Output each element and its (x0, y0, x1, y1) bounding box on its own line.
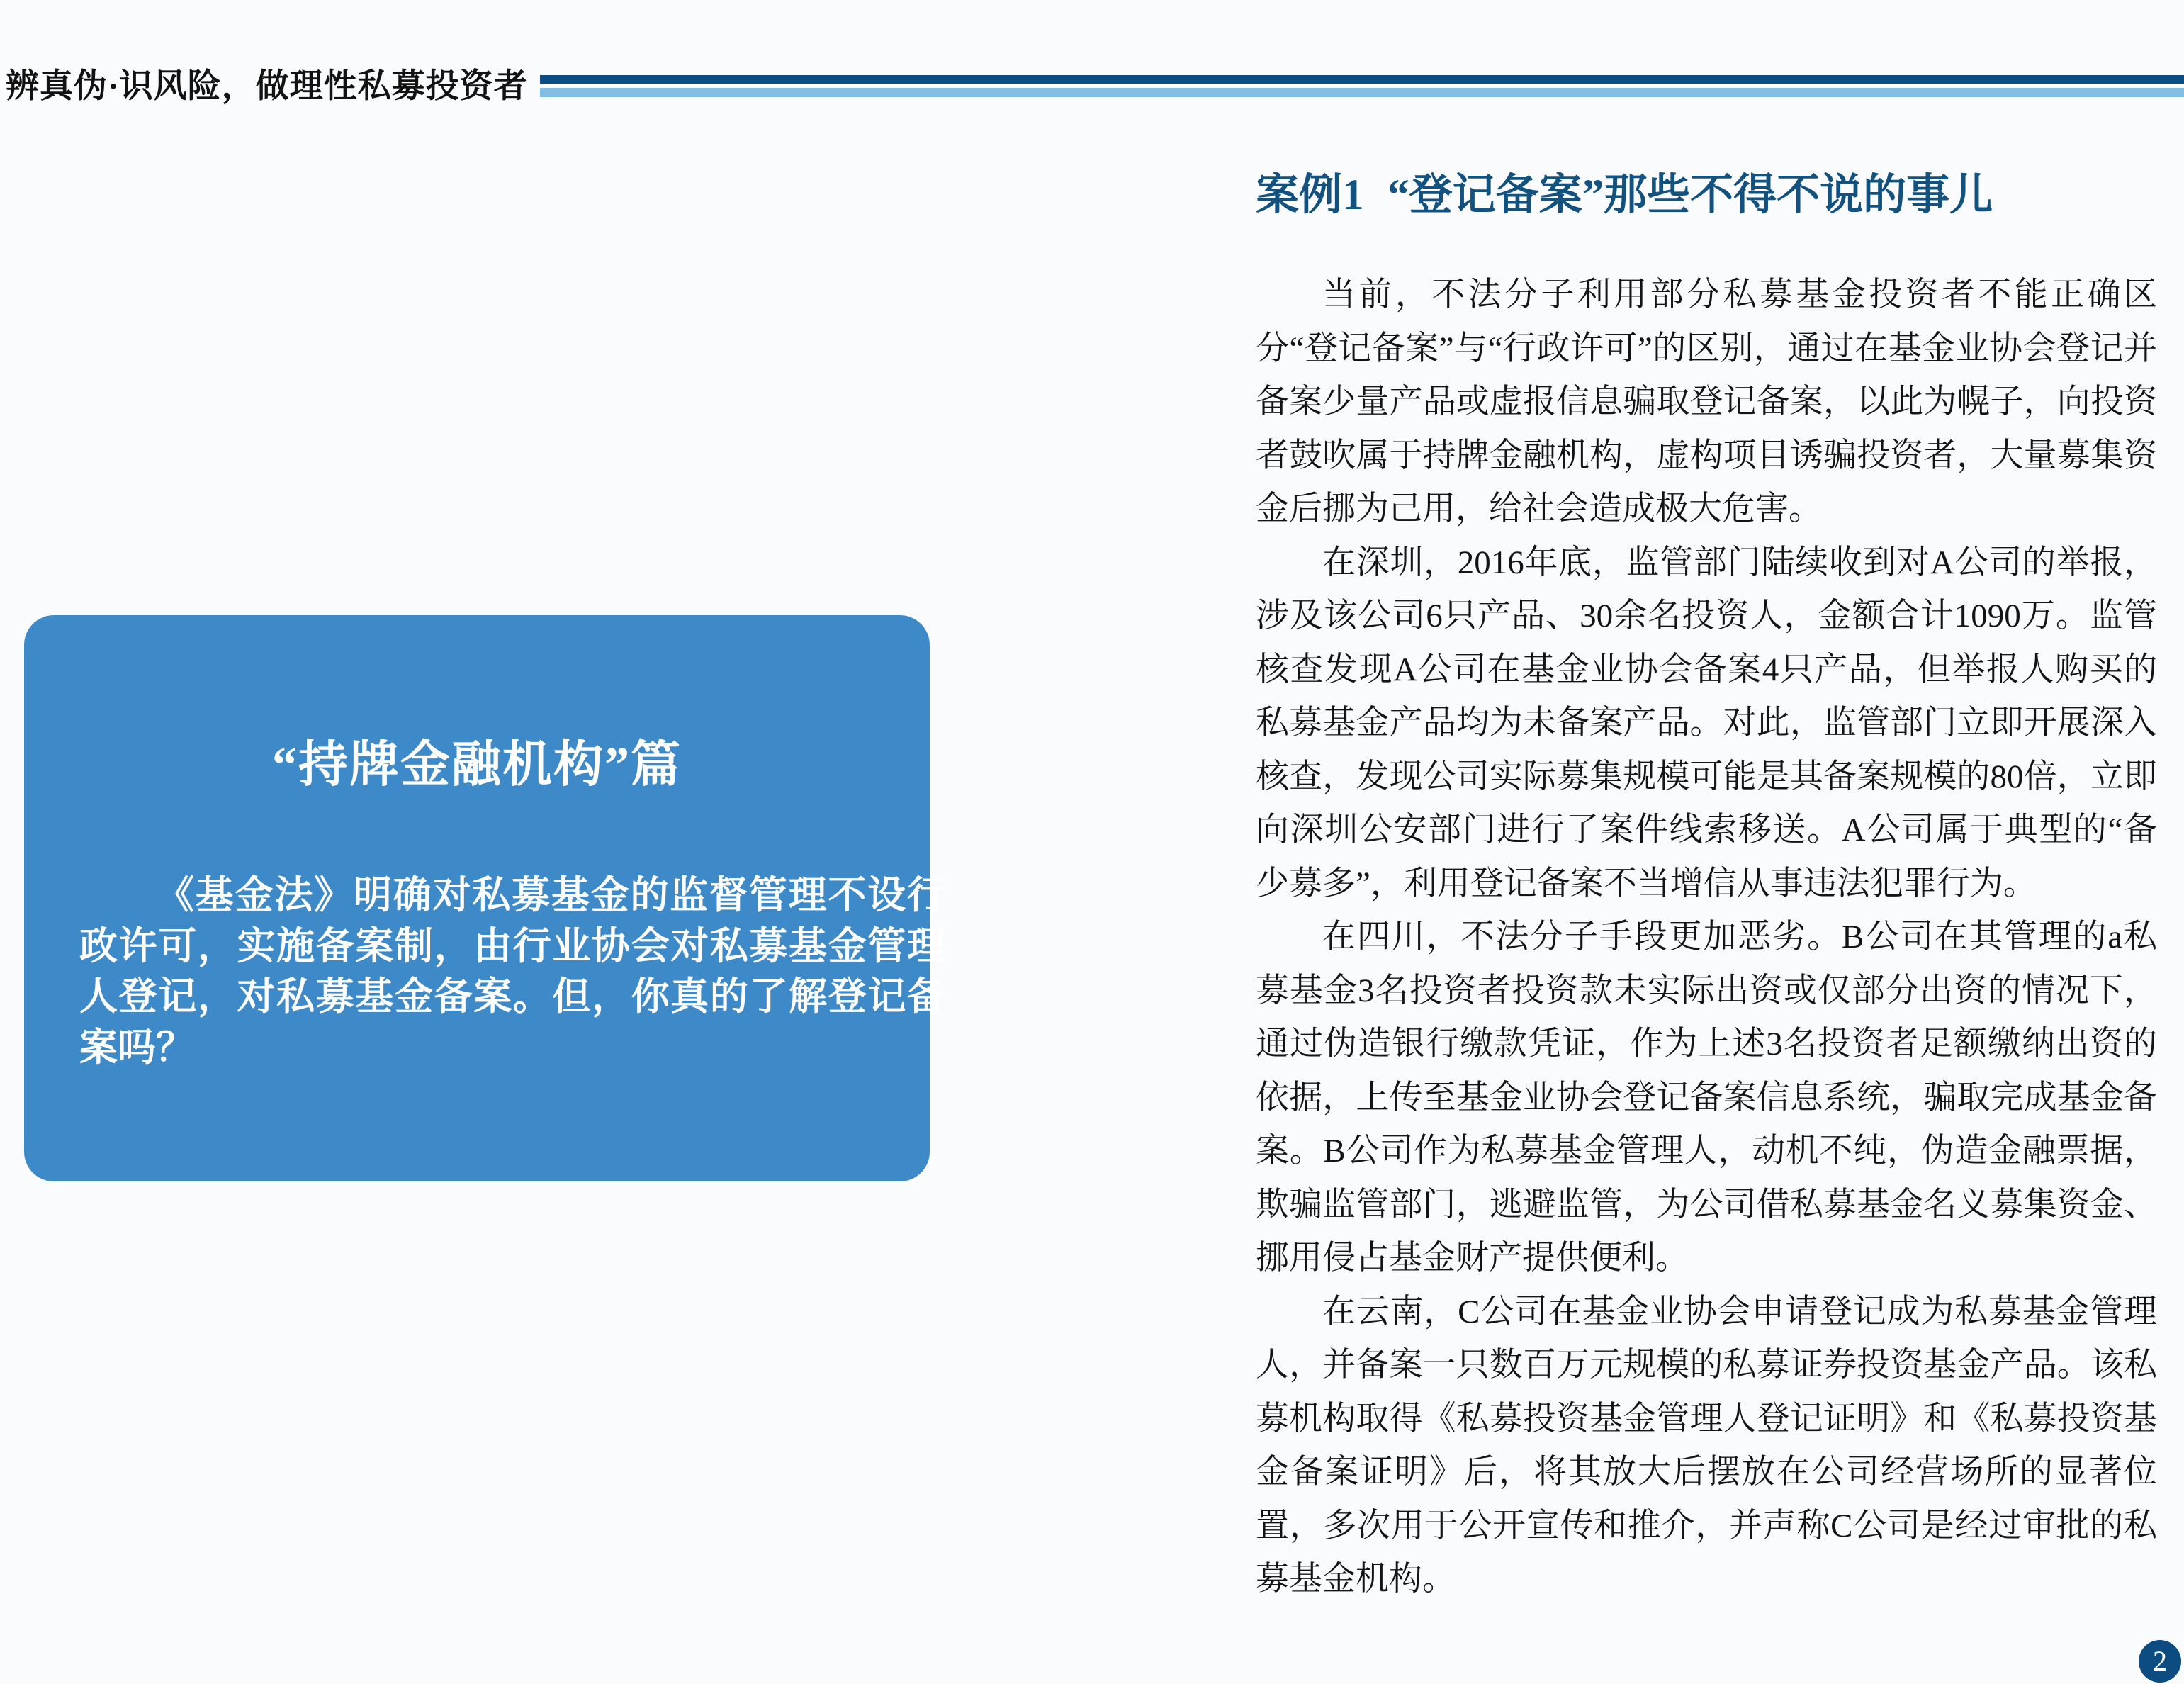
case-title-text: “登记备案”那些不得不说的事儿 (1387, 172, 1993, 219)
section-callout-box (24, 615, 945, 1181)
case-body-text (1256, 269, 2157, 1607)
callout-section-title: “持牌金融机构”篇 (272, 738, 682, 792)
case-paragraph: 在深圳，2016年底，监管部门陆续收到对A公司的举报，涉及该公司6只产品、30余名投资人，金额合计1090万。监管核查发现A公司在基金业协会备案4只产品，但举报人购买的私募基金产品均为未备案产品。对此，监管部门立即开展深入核查，发现公司实际募集规模可能是其备案规模的80倍，立即向深圳公安部门进行了案件线索移送。A公司属于典型的“备少募多”，利用登记备案不当增信从事违法犯罪行为。 (1256, 544, 2157, 902)
case-heading (1256, 160, 2163, 222)
page-number-badge: 2 (2139, 1640, 2181, 1683)
case-number-label: 案例1 (1256, 172, 1364, 219)
page-header-motto: 辨真伪·识风险，做理性私募投资者 (6, 68, 528, 105)
case-paragraph: 在四川，不法分子手段更加恶劣。B公司在其管理的a私募基金3名投资者投资款未实际出资或仅部分出资的情况下，通过伪造银行缴款凭证，作为上述3名投资者足额缴纳出资的依据，上传至基金业协会登记备案信息系统，骗取完成基金备案。B公司作为私募基金管理人，动机不纯，伪造金融票据，欺骗监管部门，逃避监管，为公司借私募基金名义募集资金、挪用侵占基金财产提供便利。 (1256, 919, 2157, 1276)
case-paragraph: 在云南，C公司在基金业协会申请登记成为私募基金管理人，并备案一只数百万元规模的私募证券投资基金产品。该私募机构取得《私募投资基金管理人登记证明》和《私募投资基金备案证明》后，将其放大后摆放在公司经营场所的显著位置，多次用于公开宣传和推介，并声称C公司是经过审批的私募基金机构。 (1256, 1293, 2157, 1598)
callout-paragraph: 《基金法》明确对私募基金的监督管理不设行政许可，实施备案制，由行业协会对私募基金管理人登记，对私募基金备案。但，你真的了解登记备案吗？ (79, 874, 945, 1069)
header-divider-light-bar (540, 88, 2184, 97)
case-paragraph: 当前，不法分子利用部分私募基金投资者不能正确区分“登记备案”与“行政许可”的区别，通过在基金业协会登记并备案少量产品或虚报信息骗取登记备案，以此为幌子，向投资者鼓吹属于持牌金融机构，虚构项目诱骗投资者，大量募集资金后挪为己用，给社会造成极大危害。 (1256, 276, 2157, 527)
header-divider-dark-bar (540, 75, 2184, 84)
